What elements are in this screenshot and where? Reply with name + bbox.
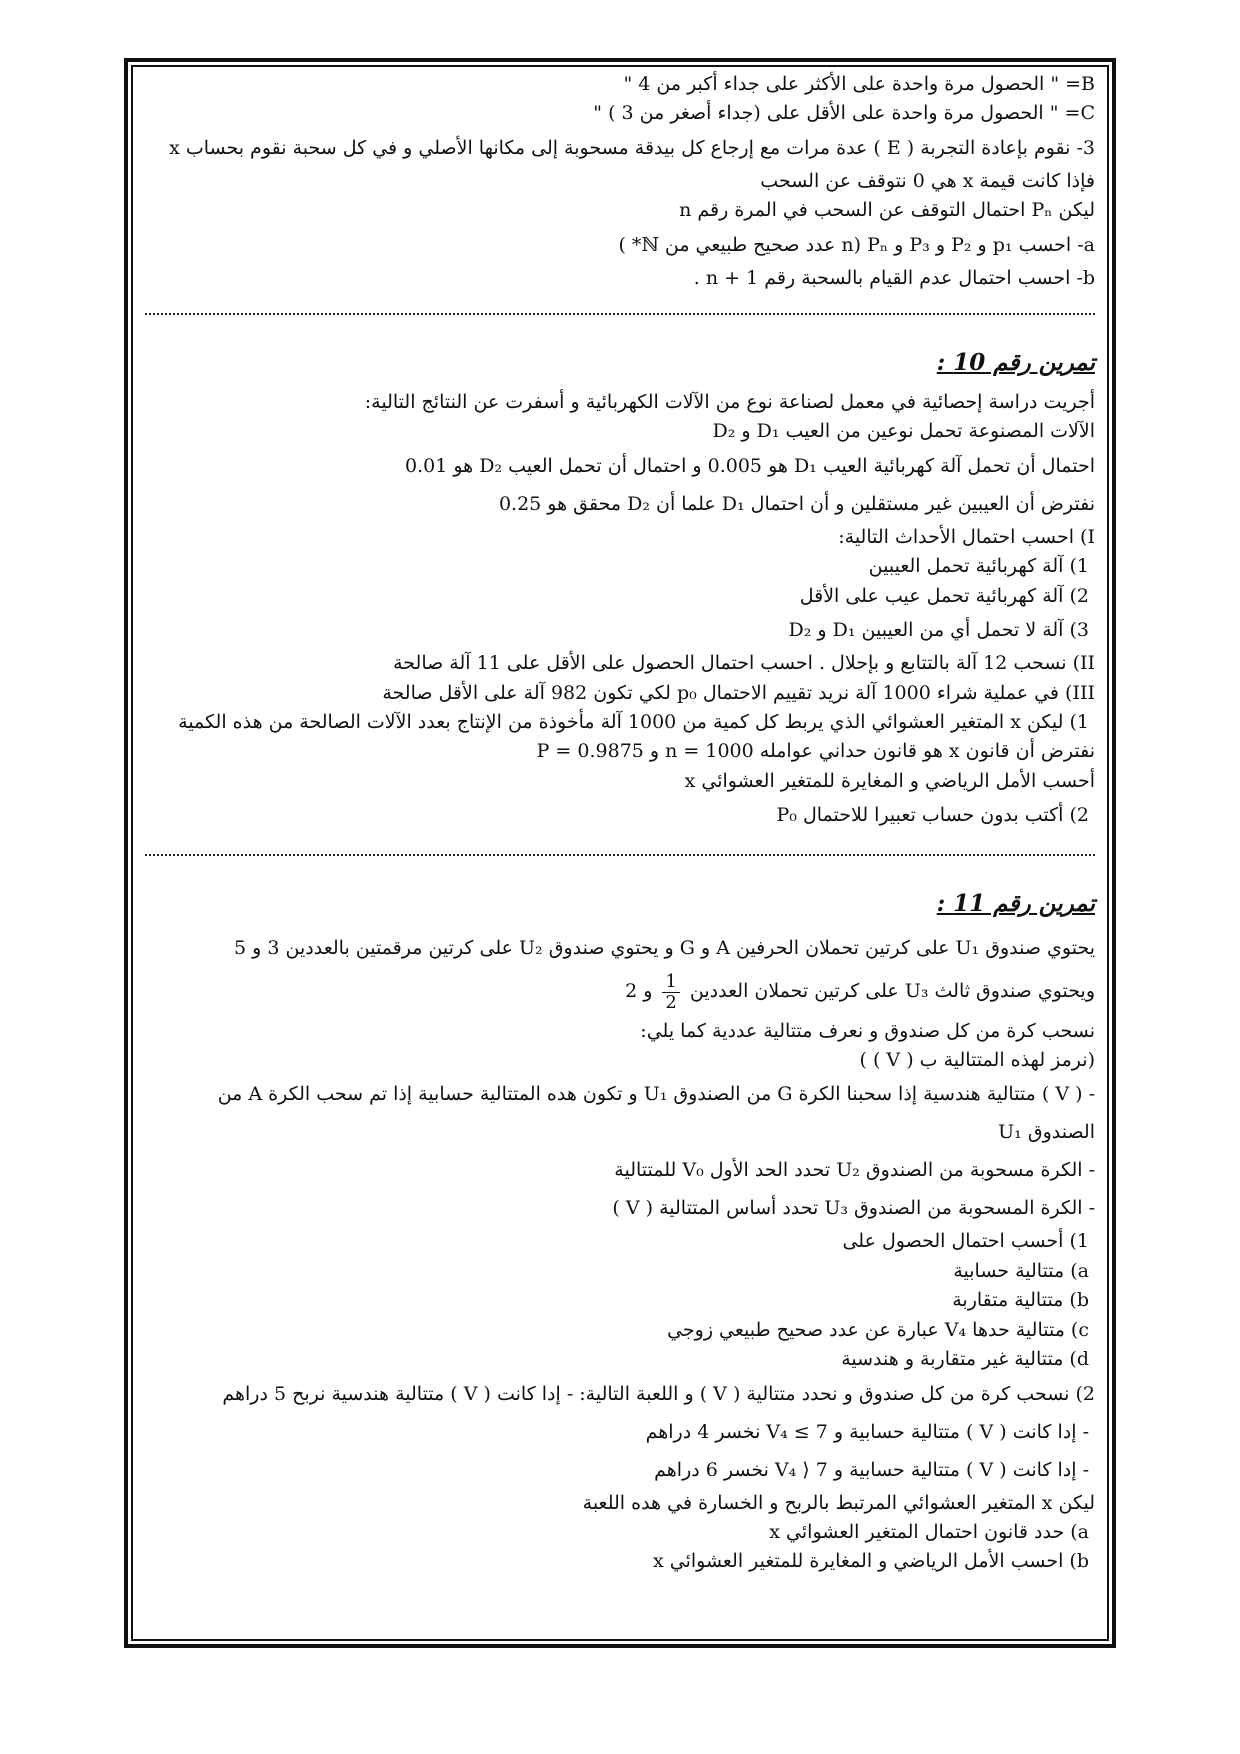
exercise-10 <box>145 345 1095 834</box>
ex11-rule-ratio: - الكرة المسحوبة من الصندوق U₃ تحدد أساس المتتالية ( V ) <box>612 1197 1095 1220</box>
ex11-notation: (نرمز لهذه المتتالية ب ( V ) ) <box>859 1048 1095 1071</box>
fraction-one-half <box>662 972 679 1013</box>
ex10-part-iii: III) في عملية شراء 1000 آلة نريد تقييم الاحتمال p₀ لكي تكون 982 آلة على الأقل صالحة <box>382 681 1095 704</box>
ex11-q2b: b) احسب الأمل الرياضي و المغايرة للمتغير العشوائي x <box>652 1550 1089 1573</box>
ex11-box-u3-end: و 2 <box>625 980 653 1003</box>
question-3-pn-definition: ليكن Pₙ احتمال التوقف عن السحب في المرة رقم n <box>679 199 1095 222</box>
question-3-statement: 3- نقوم بإعادة التجربة ( E ) عدة مرات مع إرجاع كل بيدقة مسحوبة إلى مكانها الأصلي و في كل سحبة نقوم بحساب x <box>169 136 1095 159</box>
previous-exercise-continuation <box>145 70 1095 293</box>
document-content <box>145 70 1095 1577</box>
ex10-part-i-1: 1) آلة كهربائية تحمل العيبين <box>868 555 1089 578</box>
ex11-draw: نسحب كرة من كل صندوق و نعرف متتالية عددية كما يلي: <box>640 1019 1095 1042</box>
ex10-probabilities: احتمال أن تحمل آلة كهربائية العيب D₁ هو 0.005 و احتمال أن تحمل العيب D₂ هو 0.01 <box>405 454 1095 477</box>
ex10-intro: أجريت دراسة إحصائية في معمل لصناعة نوع من الآلات الكهربائية و أسفرت عن النتائج التالية: <box>364 390 1095 413</box>
exercise-11-title: تمرين رقم 11 : <box>936 890 1095 918</box>
ex11-q1: 1) أحسب احتمال الحصول على <box>842 1230 1089 1253</box>
ex11-box-u1-u2: يحتوي صندوق U₁ على كرتين تحملان الحرفين A و G و يحتوي صندوق U₂ على كرتين مرقمتين بالعددين 3 و 5 <box>234 937 1095 960</box>
ex11-q2a: a) حدد قانون احتمال المتغير العشوائي x <box>769 1521 1089 1544</box>
event-b-definition: B= " الحصول مرة واحدة على الأكثر على جداء أكبر من 4 " <box>623 73 1095 95</box>
dotted-separator <box>145 840 1095 856</box>
fraction-denominator: 2 <box>665 991 677 1013</box>
exercise-11 <box>145 886 1095 1577</box>
ex11-q2-case-2: - إدا كانت ( V ) متتالية حسابية و V₄ ⟩ 7 نخسر 6 دراهم <box>654 1458 1089 1481</box>
ex11-q1b: b) متتالية متقاربة <box>952 1289 1089 1312</box>
ex11-rule-box-u1: الصندوق U₁ <box>998 1121 1095 1144</box>
question-3-stop-condition: فإذا كانت قيمة x هي 0 نتوقف عن السحب <box>760 169 1095 192</box>
ex10-defects: الآلات المصنوعة تحمل نوعين من العيب D₁ و D₂ <box>712 420 1095 443</box>
dotted-separator <box>145 299 1095 315</box>
ex11-random-variable: ليكن x المتغير العشوائي المرتبط بالربح و الخسارة في هده اللعبة <box>582 1491 1095 1514</box>
ex10-part-i-3: 3) آلة لا تحمل أي من العيبين D₁ و D₂ <box>788 619 1089 642</box>
ex10-part-i-2: 2) آلة كهربائية تحمل عيب على الأقل <box>799 584 1089 607</box>
ex11-q1d: d) متتالية غير متقاربة و هندسية <box>841 1348 1089 1371</box>
ex10-expectation: أحسب الأمل الرياضي و المغايرة للمتغير العشوائي x <box>684 769 1095 792</box>
ex10-part-iii-2: 2) أكتب بدون حساب تعبيرا للاحتمال P₀ <box>776 804 1089 827</box>
ex11-q2-case-1: - إدا كانت ( V ) متتالية حسابية و V₄ ≤ 7 نخسر 4 دراهم <box>645 1420 1089 1443</box>
ex10-binomial: نفترض أن قانون x هو قانون حداني عوامله n = 1000 و P = 0.9875 <box>536 740 1095 763</box>
ex10-conditional: نفترض أن العيبين غير مستقلين و أن احتمال D₁ علما أن D₂ محقق هو 0.25 <box>498 492 1095 515</box>
exercise-10-title: تمرين رقم 10 : <box>936 349 1095 377</box>
ex10-part-i: I) احسب احتمال الأحداث التالية: <box>838 525 1095 548</box>
ex11-rule-first-term: - الكرة مسحوبة من الصندوق U₂ تحدد الحد الأول V₀ للمتتالية <box>614 1159 1095 1182</box>
ex10-part-ii: II) نسحب 12 آلة بالتتابع و بإحلال . احسب احتمال الحصول على الأقل على 11 آلة صالحة <box>393 652 1095 675</box>
fraction-numerator: 1 <box>662 972 679 993</box>
ex11-rule-geometric: - ( V ) متتالية هندسية إذا سحبنا الكرة G من الصندوق U₁ و تكون هده المتتالية حسابية إذا تم سحب الكرة A من <box>217 1083 1095 1106</box>
question-3a: a- احسب p₁ و P₂ و P₃ و Pₙ (n عدد صحيح طبيعي من ℕ* ) <box>618 233 1095 256</box>
ex11-box-u3 <box>145 967 1095 1016</box>
question-3b: b- احسب احتمال عدم القيام بالسحبة رقم n + 1 . <box>693 266 1095 289</box>
ex10-part-iii-1: 1) ليكن x المتغير العشوائي الذي يربط كل كمية من 1000 آلة مأخوذة من الإنتاج بعدد الآلات الصالحة من هذه الكمية <box>178 711 1089 734</box>
ex11-q1c: c) متتالية حدها V₄ عبارة عن عدد صحيح طبيعي زوجي <box>667 1318 1089 1341</box>
ex11-q2: 2) نسحب كرة من كل صندوق و نحدد متتالية ( V ) و اللعبة التالية: - إدا كانت ( V ) متتالية هندسية نربح 5 دراهم <box>222 1382 1095 1405</box>
ex11-q1a: a) متتالية حسابية <box>953 1259 1089 1282</box>
event-c-definition: C= " الحصول مرة واحدة على الأقل على (جداء أصغر من 3 ) " <box>593 102 1095 125</box>
ex11-box-u3-text: ويحتوي صندوق ثالث U₃ على كرتين تحملان العددين <box>689 980 1095 1003</box>
